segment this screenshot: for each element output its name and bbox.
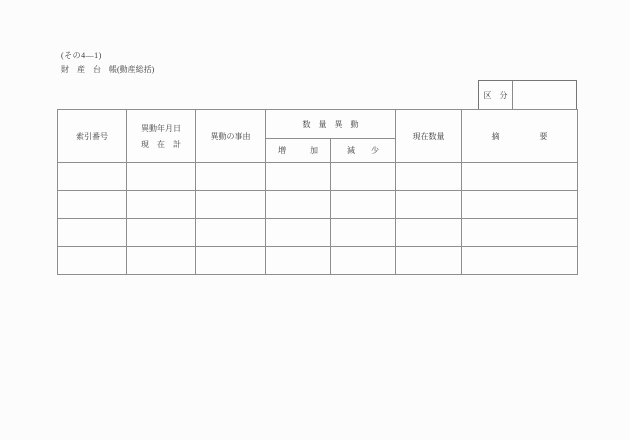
header-change-date-current-total <box>127 110 196 163</box>
table-cell <box>127 163 196 191</box>
table-cell <box>127 247 196 275</box>
table-cell <box>58 247 127 275</box>
header-quantity-change-group: 数 量 異 動 <box>266 110 396 139</box>
table-cell <box>462 163 578 191</box>
kubun-value-cell <box>513 81 576 109</box>
table-cell <box>266 163 331 191</box>
header-current-total: 現 在 計 <box>141 139 181 149</box>
table-cell <box>396 191 462 219</box>
table-cell <box>331 247 396 275</box>
table-row <box>58 191 578 219</box>
header-increase: 増 加 <box>266 139 331 163</box>
table-cell <box>196 219 266 247</box>
table-cell <box>127 219 196 247</box>
table-row <box>58 247 578 275</box>
ledger-table <box>57 109 578 275</box>
header-change-reason: 異動の事由 <box>196 110 266 163</box>
header-index-number: 索引番号 <box>58 110 127 163</box>
table-cell <box>266 219 331 247</box>
table-cell <box>196 191 266 219</box>
table-cell <box>196 163 266 191</box>
table-cell <box>396 247 462 275</box>
table-cell <box>58 163 127 191</box>
table-cell <box>266 247 331 275</box>
header-current-quantity: 現在数量 <box>396 110 462 163</box>
table-cell <box>58 191 127 219</box>
table-cell <box>58 219 127 247</box>
table-body <box>58 163 578 275</box>
kubun-label: 区 分 <box>479 81 513 109</box>
page-title: 財 産 台 帳(動産総括) <box>61 65 155 74</box>
table-row <box>58 163 578 191</box>
table-cell <box>462 219 578 247</box>
form-number: (その4―1) <box>61 51 102 60</box>
header-change-date: 異動年月日 <box>141 123 181 133</box>
table-cell <box>331 191 396 219</box>
header-remarks: 摘 要 <box>462 110 578 163</box>
header-decrease: 減 少 <box>331 139 396 163</box>
table-cell <box>331 219 396 247</box>
table-cell <box>462 191 578 219</box>
table-cell <box>331 163 396 191</box>
kubun-box <box>478 80 577 110</box>
table-row <box>58 219 578 247</box>
table-cell <box>127 191 196 219</box>
table-header <box>58 110 578 163</box>
table-cell <box>396 219 462 247</box>
table-cell <box>196 247 266 275</box>
table-cell <box>266 191 331 219</box>
table-cell <box>396 163 462 191</box>
table-cell <box>462 247 578 275</box>
